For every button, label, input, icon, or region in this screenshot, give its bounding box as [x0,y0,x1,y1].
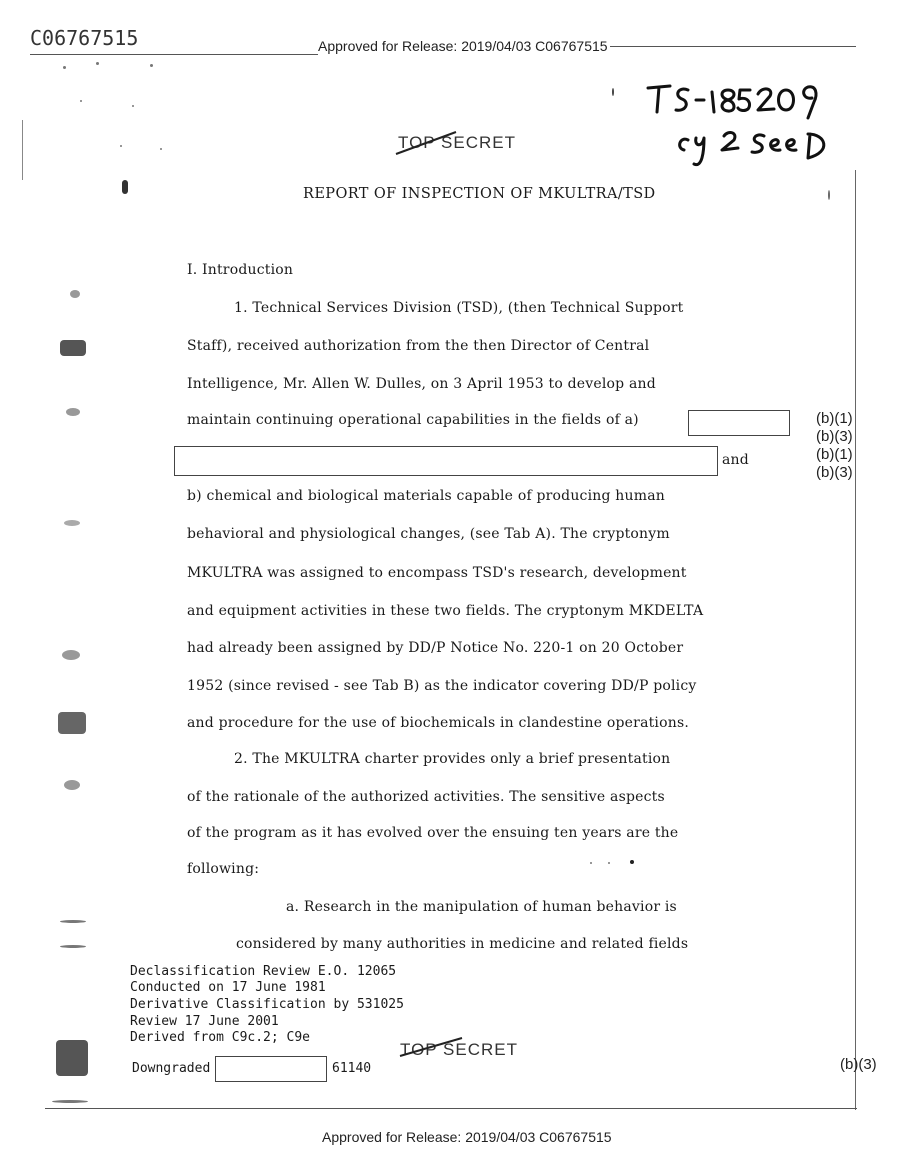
body-line-8: MKULTRA was assigned to encompass TSD's research, development [187,565,687,581]
release-footer: Approved for Release: 2019/04/03 C06767515 [322,1129,612,1145]
handwritten-annotation [640,78,850,178]
declass-line-3: Derivative Classification by 531025 [130,997,404,1012]
frame-top-line-right [610,46,856,47]
body-line-14: of the rationale of the authorized activities. The sensitive aspects [187,789,665,805]
stamp-strike-bottom [396,1034,468,1062]
body-line-16: following: [187,861,260,877]
scan-speck [132,105,134,107]
scan-speck [70,290,80,298]
downgraded-number: 61140 [332,1061,372,1076]
scan-speck [60,920,86,923]
report-title: REPORT OF INSPECTION OF MKULTRA/TSD [303,186,656,202]
body-line-12: and procedure for the use of biochemicals in clandestine operations. [187,715,689,731]
scan-speck [60,340,86,356]
frame-bottom-line [45,1108,857,1109]
downgraded-label: Downgraded [132,1061,211,1076]
body-line-17: a. Research in the manipulation of human behavior is [286,899,677,915]
body-line-7: behavioral and physiological changes, (see Tab A). The cryptonym [187,526,670,542]
body-line-10: had already been assigned by DD/P Notice No. 220-1 on 20 October [187,640,684,656]
scan-speck [64,780,80,790]
scan-speck [60,945,86,948]
exemption-b3-bottom: (b)(3) [840,1056,877,1073]
declass-line-5: Derived from C9c.2; C9e [130,1030,311,1045]
scan-speck [612,88,614,96]
scan-speck [80,100,82,102]
redaction-box-1 [688,410,790,436]
release-header: Approved for Release: 2019/04/03 C06767515 [318,38,608,54]
scan-speck [56,1040,88,1076]
scan-speck [828,190,830,200]
redaction-box-3 [215,1056,327,1082]
exemption-b3-second: (b)(3) [816,464,853,481]
scan-speck [63,66,66,69]
exemption-b3-first: (b)(3) [816,428,853,445]
body-line-1: 1. Technical Services Division (TSD), (then Technical Support [234,300,684,316]
exemption-b1-first: (b)(1) [816,410,853,427]
scan-speck [62,650,80,660]
scan-speck [150,64,153,67]
declass-line-1: Declassification Review E.O. 12065 [130,964,397,979]
declass-line-4: Review 17 June 2001 [130,1014,279,1029]
document-id: C06767515 [30,26,139,50]
scan-speck [66,408,80,416]
body-line-3: Intelligence, Mr. Allen W. Dulles, on 3 April 1953 to develop and [187,376,656,392]
body-line-13: 2. The MKULTRA charter provides only a brief presentation [234,751,671,767]
scan-speck [120,145,122,147]
scan-speck [608,862,610,864]
scan-speck [590,862,592,864]
body-line-15: of the program as it has evolved over the ensuing ten years are the [187,825,679,841]
classification-bottom-text: TOP SECRET [400,1040,519,1059]
body-line-2: Staff), received authorization from the then Director of Central [187,338,650,354]
redaction-box-2 [174,446,718,476]
section-heading: I. Introduction [187,262,294,278]
scan-speck [52,1100,88,1103]
body-line-11: 1952 (since revised - see Tab B) as the indicator covering DD/P policy [187,678,697,694]
scan-speck [96,62,99,65]
body-line-9: and equipment activities in these two fields. The cryptonym MKDELTA [187,603,704,619]
body-line-5: and [722,452,749,468]
exemption-b1-second: (b)(1) [816,446,853,463]
frame-left-tick [22,120,23,180]
scan-speck [122,180,128,194]
scan-speck [58,712,86,734]
body-line-4: maintain continuing operational capabilities in the fields of a) [187,412,639,428]
frame-right-line [855,170,856,1110]
frame-top-line [30,54,318,55]
scan-speck [160,148,162,150]
declass-line-2: Conducted on 17 June 1981 [130,980,326,995]
scan-speck [64,520,80,526]
body-line-18: considered by many authorities in medicine and related fields [236,936,689,952]
scan-speck [630,860,634,864]
body-line-6: b) chemical and biological materials capable of producing human [187,488,665,504]
classification-top-text: TOP SECRET [398,133,517,152]
stamp-strike-top [392,128,462,158]
